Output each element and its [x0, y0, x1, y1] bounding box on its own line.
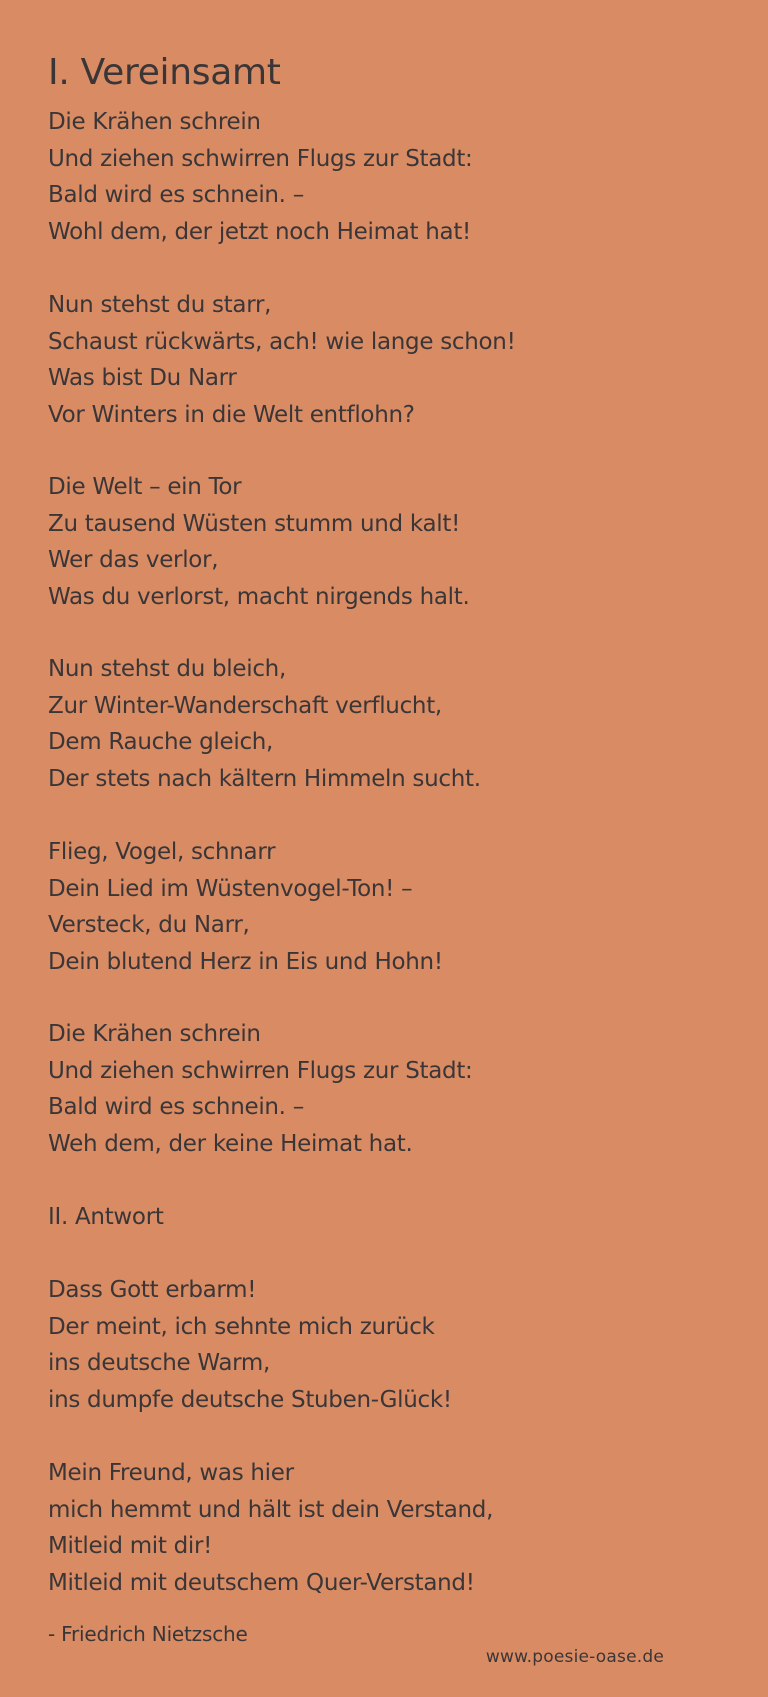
stanza-line: Die Welt – ein Tor	[48, 474, 242, 500]
stanza-line: Der stets nach kältern Himmeln sucht.	[48, 765, 481, 792]
stanza-line: mich hemmt und hält ist dein Verstand,	[48, 1496, 494, 1523]
stanza-line: Dem Rauche gleich,	[48, 729, 274, 755]
stanza-line: Weh dem, der keine Heimat hat.	[48, 1130, 413, 1157]
stanza-line: Wer das verlor,	[48, 547, 219, 573]
stanza-line: Versteck, du Narr,	[48, 912, 250, 938]
stanza-line: Und ziehen schwirren Flugs zur Stadt:	[48, 1057, 473, 1084]
stanza-7	[48, 1272, 452, 1418]
stanza-line: Vor Winters in die Welt entflohn?	[48, 401, 415, 428]
stanza-line: Zur Winter-Wanderschaft verflucht,	[48, 692, 442, 719]
stanza-3	[48, 469, 470, 615]
poem-title: I. Vereinsamt	[48, 52, 281, 93]
stanza-line: ins deutsche Warm,	[48, 1350, 271, 1376]
stanza-line: Bald wird es schnein. –	[48, 182, 304, 208]
stanza-line: Der meint, ich sehnte mich zurück	[48, 1313, 435, 1340]
stanza-line: Nun stehst du starr,	[48, 292, 272, 318]
stanza-line: Mitleid mit deutschem Quer-Verstand!	[48, 1569, 475, 1596]
stanza-line: Die Krähen schrein	[48, 109, 261, 135]
section-heading: II. Antwort	[48, 1204, 164, 1230]
author-credit: - Friedrich Nietzsche	[48, 1622, 248, 1646]
stanza-line: Dein blutend Herz in Eis und Hohn!	[48, 948, 443, 975]
stanza-1	[48, 104, 473, 250]
stanza-line: Schaust rückwärts, ach! wie lange schon!	[48, 328, 516, 355]
stanza-8	[48, 1455, 493, 1601]
stanza-line: Dein Lied im Wüstenvogel-Ton! –	[48, 875, 413, 902]
stanza-line: Mein Freund, was hier	[48, 1460, 294, 1486]
stanza-line: Bald wird es schnein. –	[48, 1094, 304, 1120]
stanza-line: Mitleid mit dir!	[48, 1533, 213, 1559]
website-url: www.poesie-oase.de	[485, 1647, 664, 1667]
stanza-line: Was du verlorst, macht nirgends halt.	[48, 583, 470, 610]
stanza-5	[48, 834, 443, 980]
stanza-line: Und ziehen schwirren Flugs zur Stadt:	[48, 145, 473, 172]
stanza-2	[48, 287, 516, 433]
stanza-line: Die Krähen schrein	[48, 1021, 261, 1047]
stanza-line: Flieg, Vogel, schnarr	[48, 839, 276, 865]
stanza-line: Nun stehst du bleich,	[48, 656, 286, 682]
stanza-4	[48, 651, 481, 797]
stanza-line: Zu tausend Wüsten stumm und kalt!	[48, 510, 460, 537]
stanza-line: Dass Gott erbarm!	[48, 1277, 257, 1303]
stanza-line: ins dumpfe deutsche Stuben-Glück!	[48, 1386, 452, 1413]
stanza-line: Wohl dem, der jetzt noch Heimat hat!	[48, 218, 471, 245]
stanza-6	[48, 1016, 473, 1162]
stanza-line: Was bist Du Narr	[48, 365, 237, 391]
